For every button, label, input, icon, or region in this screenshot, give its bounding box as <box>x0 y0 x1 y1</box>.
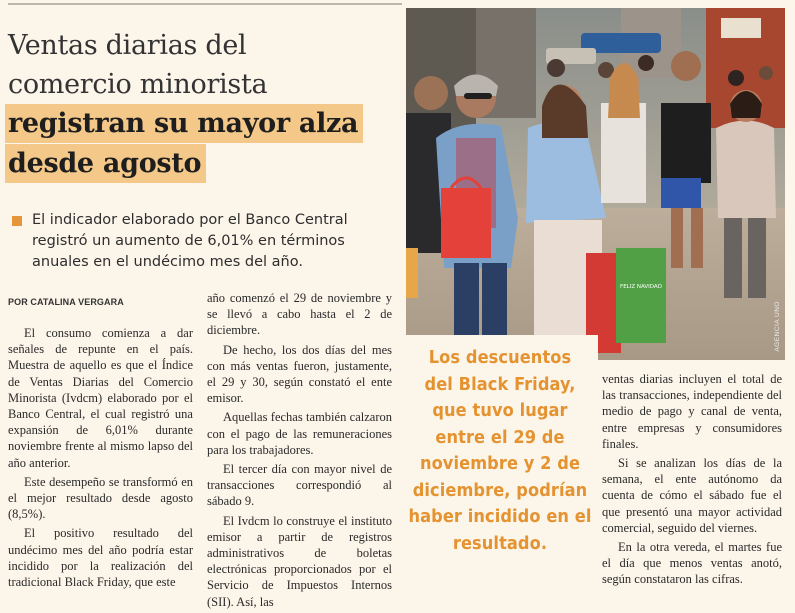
paragraph: año comenzó el 29 de noviembre y se llevó a cabo hasta el 2 de diciembre. <box>207 291 392 338</box>
paragraph: Si se analizan los días de la semana, el ente autónomo da cuenta de cómo el sábado fue el que presentó una mayor actividad comercial, seguido del viernes. <box>602 456 782 535</box>
headline-line-1: Ventas diarias del <box>8 30 247 61</box>
pull-quote-line: noviembre y 2 de <box>419 453 581 474</box>
paragraph: El tercer día con mayor nivel de transacciones correspondió al sábado 9. <box>207 462 392 509</box>
paragraph: El consumo comienza a dar señales de repunte en el país. Muestra de aquello es que el Índice de Ventas Diarias del Comercio Minorista (Ivdcm) elaborado por el Banco Central, el cual registró una expansión de 6,01% durante noviembre frente al mismo lapso del año anterior. <box>8 326 193 470</box>
body-column-1 <box>8 325 193 593</box>
pull-quote-line: haber incidido en el <box>408 506 592 527</box>
paragraph: Este desempeño se transformó en el mejor resultado desde agosto (8,5%). <box>8 474 193 522</box>
headline-highlight-line-1: registran su mayor alza <box>5 104 363 143</box>
headline-line-2: comercio minorista <box>8 69 268 100</box>
pull-quote-line: Los descuentos <box>428 347 572 368</box>
bullet-square-icon <box>12 216 22 226</box>
deck <box>12 210 397 273</box>
byline: POR CATALINA VERGARA <box>8 297 124 307</box>
headline <box>8 26 403 184</box>
paragraph: En la otra vereda, el martes fue el día que menos ventas anotó, según constataron las cifras. <box>602 540 782 587</box>
paragraph: El Ivdcm lo construye el instituto emisor a partir de registros administrativos de boletas electrónicas proporcionados por el Servicio de Impuestos Internos (SII). Así, las <box>207 513 392 609</box>
body-column-2 <box>207 290 392 613</box>
paragraph: ventas diarias incluyen el total de las transacciones, independiente del medio de pago y canal de venta, entre empresas y consumidores finales. <box>602 372 782 451</box>
photo-credit: AGENCIA UNO <box>774 301 781 352</box>
street-shoppers-photo <box>406 8 785 360</box>
deck-text: El indicador elaborado por el Banco Central registró un aumento de 6,01% en términos anuales en el undécimo mes del año. <box>32 212 348 270</box>
pull-quote-line: resultado. <box>452 532 548 554</box>
pull-quote-line: entre el 29 de <box>435 426 565 448</box>
pull-quote <box>402 335 598 570</box>
pull-quote-line: diciembre, podrían <box>412 479 588 501</box>
bag-print: FELIZ NAVIDAD <box>620 284 662 290</box>
body-column-3 <box>602 371 782 591</box>
top-rule <box>8 3 402 5</box>
pull-quote-line: que tuvo lugar <box>432 400 568 421</box>
headline-highlight-line-2: desde agosto <box>5 144 206 183</box>
paragraph: Aquellas fechas también calzaron con el pago de las remuneraciones para los trabajadores. <box>207 410 392 457</box>
paragraph: De hecho, los dos días del mes con más ventas fueron, justamente, el 29 y 30, según constató el ente emisor. <box>207 342 392 406</box>
pull-quote-line: del Black Friday, <box>424 373 576 395</box>
paragraph: El positivo resultado del undécimo mes del año podría estar incidido por la realización del tradicional Black Friday, que este <box>8 526 193 590</box>
